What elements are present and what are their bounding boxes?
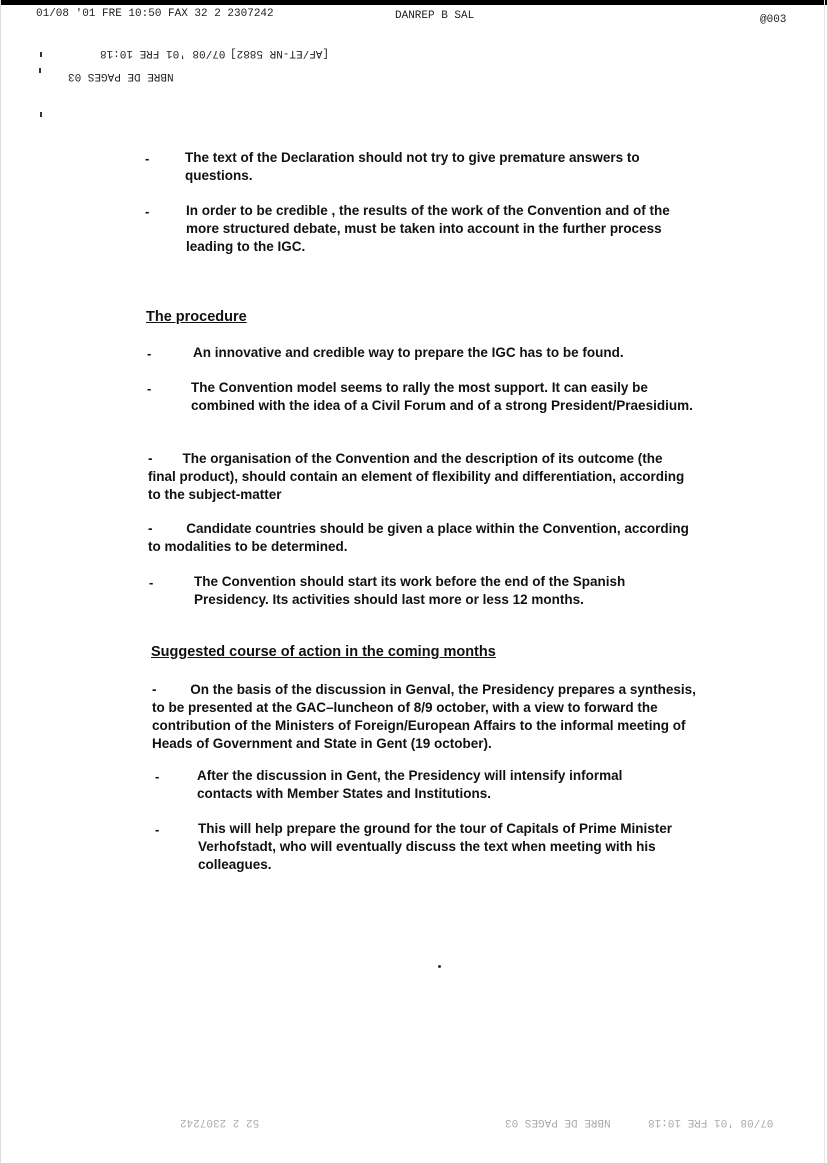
course-item-3-marker: - — [155, 822, 160, 837]
procedure-item-3 — [148, 450, 693, 504]
procedure-item-5-marker: - — [149, 575, 154, 590]
procedure-item-3-text: The organisation of the Convention and the description of its outcome (the final product), should contain an element of flexibility and differentiation, according to the subject-matter — [148, 451, 685, 502]
intro-item-2-text: In order to be credible , the results of the work of the Convention and of the more structured debate, must be taken into account in the further process leading to the IGC. — [186, 203, 670, 254]
course-item-1 — [152, 681, 704, 753]
intro-item-1-marker: - — [145, 151, 150, 166]
intro-item-1-text: The text of the Declaration should not try to give premature answers to questions. — [185, 150, 640, 183]
intro-item-2-marker: - — [145, 204, 150, 219]
fax-header-line1-right: @003 — [760, 14, 787, 26]
procedure-item-4 — [148, 520, 693, 556]
procedure-heading: The procedure — [146, 309, 247, 325]
procedure-item-2-marker: - — [147, 381, 152, 396]
course-of-action-heading: Suggested course of action in the coming months — [151, 644, 496, 660]
margin-mark — [40, 112, 42, 117]
scan-speck — [438, 965, 441, 968]
procedure-item-2-text: The Convention model seems to rally the most support. It can easily be combined with the idea of a Civil Forum and of a strong President/Praesidium. — [191, 380, 693, 413]
procedure-item-4-marker: - — [148, 521, 153, 536]
fax-top-border — [0, 0, 827, 5]
margin-mark — [39, 68, 41, 73]
procedure-item-5-text: The Convention should start its work before the end of the Spanish Presidency. Its activities should last more or less 12 months. — [194, 574, 626, 607]
fax-footer-mid: NBRE DE PAGES 03 — [505, 1116, 611, 1128]
fax-header-line1-left: 01/08 '01 FRE 10:50 FAX 32 2 2307242 — [36, 8, 274, 20]
course-item-1-marker: - — [152, 682, 157, 697]
fax-header-line2-mid: [AF/ET-NR 5882] — [230, 47, 330, 59]
fax-header-line3: NBRE DE PAGES 03 — [68, 70, 174, 82]
course-item-3-text: This will help prepare the ground for the tour of Capitals of Prime Minister Verhofstadt, who will eventually discuss the text when meeting with his colleagues. — [198, 821, 673, 872]
procedure-item-1-text: An innovative and credible way to prepare the IGC has to be found. — [193, 345, 624, 360]
fax-footer-left: 52 2 2307242 — [180, 1116, 260, 1128]
page-left-edge — [0, 0, 1, 1163]
fax-header-line1-mid: DANREP B SAL — [395, 10, 475, 22]
fax-footer-right: 07/08 '01 FRE 10:18 — [648, 1116, 774, 1128]
margin-mark — [40, 52, 42, 57]
course-item-1-text: On the basis of the discussion in Genval, the Presidency prepares a synthesis, to be presented at the GAC–luncheon of 8/9 october, with a view to forward the contribution of the Ministers of Foreign/European Affairs to the informal meeting of Heads of Government and State in Gent (19 october). — [152, 682, 696, 751]
procedure-item-3-marker: - — [148, 451, 153, 466]
procedure-item-4-text: Candidate countries should be given a place within the Convention, according to modalities to be determined. — [148, 521, 689, 554]
course-item-2-marker: - — [155, 769, 160, 784]
fax-header-line2-left: 07/08 '01 FRE 10:18 — [100, 47, 226, 59]
page-right-edge — [824, 0, 825, 1163]
procedure-item-1-marker: - — [147, 346, 152, 361]
course-item-2-text: After the discussion in Gent, the Presidency will intensify informal contacts with Member States and Institutions. — [197, 768, 623, 801]
